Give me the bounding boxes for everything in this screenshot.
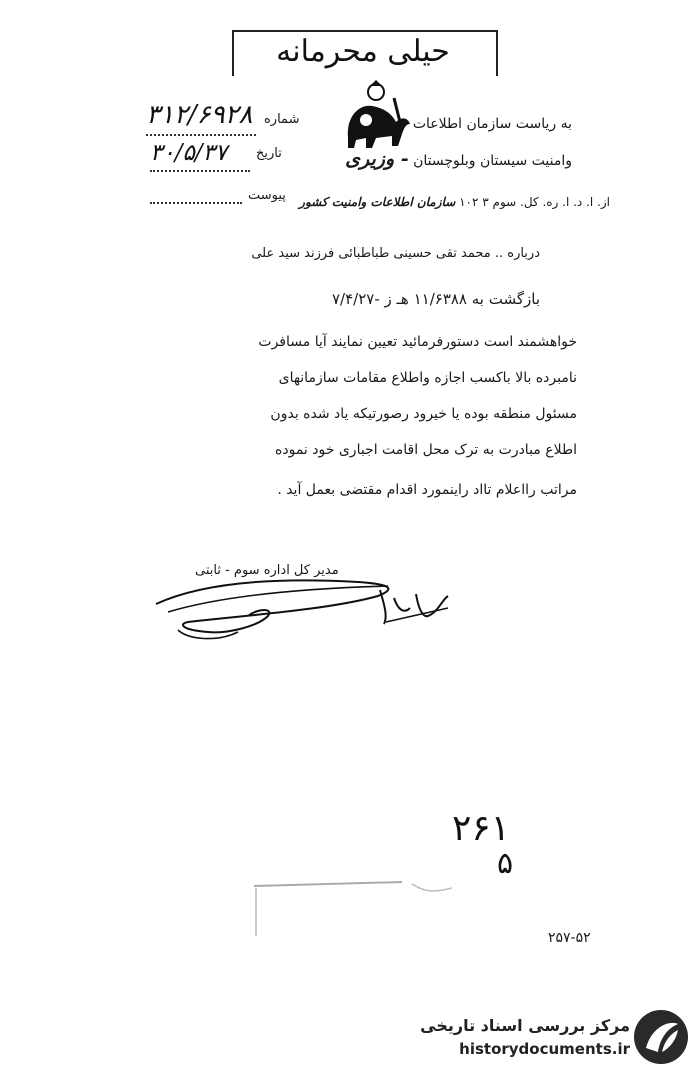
body-line-5: مراتب رااعلام تااد راینمورد اقدام مقتضی بعمل آید . (277, 482, 577, 498)
addressee-region: وامنیت سیستان وبلوچستان (413, 153, 572, 169)
addressee-line: به ریاست سازمان اطلاعات (412, 116, 572, 132)
reference-line: بازگشت به ۱۱/۶۳۸۸ هـ ز -۷/۴/۲۷ (331, 290, 540, 308)
attachment-label: پیوست (248, 188, 286, 203)
number-dotted-line (146, 134, 256, 136)
attachment-dotted-line (150, 202, 242, 204)
signer-title: مدیر کل اداره سوم - ثابتی (195, 563, 339, 578)
sender-office: از. ا. د. ا. ره. کل. سوم ۳ ۱۰۲ (459, 195, 610, 209)
page-code: ۲۵۷-۵۲ (548, 930, 591, 946)
classification-stamp-text: حیلی محرمانه (276, 34, 450, 69)
handwritten-name: - وزیری (345, 148, 409, 170)
handwritten-signature (148, 560, 468, 650)
body-line-2: نامبرده بالا باکسب اجازه واطلاع مقامات سازمانهای (278, 370, 577, 386)
body-line-1: خواهشمند است دستورفرمائید تعیین نمایند آیا مسافرت (258, 334, 577, 350)
sender-line (299, 195, 610, 209)
watermark-title: مرکز بررسی اسناد تاریخی (420, 1016, 630, 1035)
subject-line: درباره .. محمد تقی حسینی طباطبائی فرزند سید علی (251, 246, 540, 261)
archive-file-number: ۲۶۱ (452, 808, 511, 849)
archive-logo-icon (632, 1008, 690, 1066)
lion-and-sun-emblem-icon (336, 78, 416, 156)
archive-file-mark: ۵ (497, 846, 514, 881)
date-label: تاریخ (256, 146, 282, 161)
body-line-3: مسئول منطقه بوده یا خیرود رصورتیکه یاد شده بدون (270, 406, 577, 422)
sender-organization: سازمان اطلاعات وامنیت کشور (299, 195, 456, 209)
date-value: ۳۰/۵/۳۷ (150, 140, 228, 166)
number-label: شماره (264, 112, 300, 127)
body-line-4: اطلاع مبادرت به ترک محل اقامت اجباری خود نموده (275, 442, 577, 458)
faint-stamp-outline (252, 880, 462, 940)
addressee-line-2 (345, 148, 572, 170)
date-dotted-line (150, 170, 250, 172)
watermark-url: historydocuments.ir (459, 1040, 630, 1058)
number-value: ۳۱۲/۶۹۲۸ (146, 100, 253, 130)
